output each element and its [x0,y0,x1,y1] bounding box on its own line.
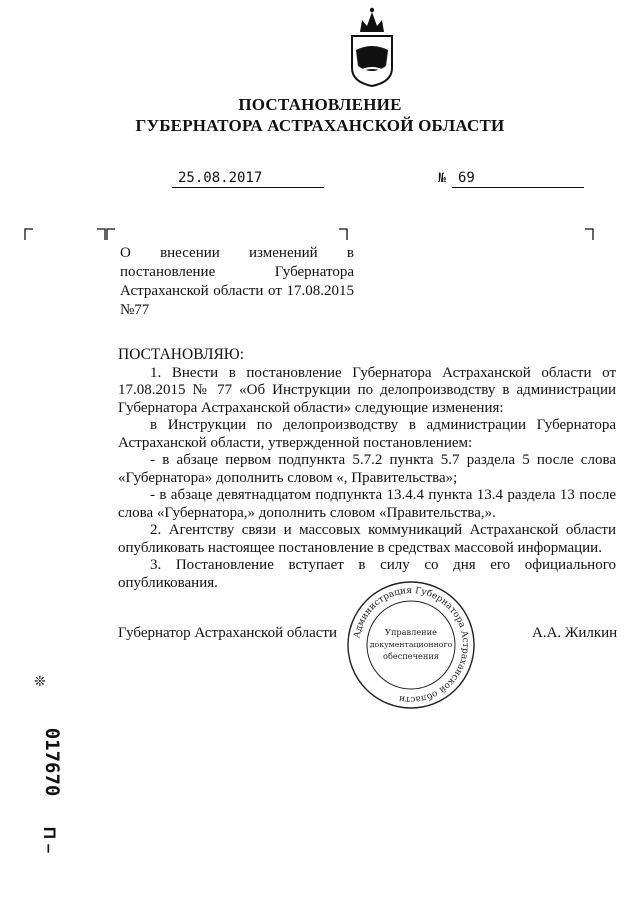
paragraph-4: - в абзаце девятнадцатом подпункта 13.4.4 пункта 13.4 раздела 13 после слова «Губернатора,» дополнить словом «Правительства,». [118,487,616,521]
signatory-name: А.А. Жилкин [532,625,618,641]
serial-text: 017670 [41,727,63,797]
stamp-outer-text: Администрация Губернатора Астраханской области [352,585,471,705]
series-text: П – [40,826,59,854]
corner-mark-subject-right [338,228,348,240]
corner-mark-subject-left-b [96,228,106,240]
stamp-line-2: документационного [369,640,453,649]
paragraph-1: 1. Внести в постановление Губернатора Астраханской области от 17.08.2015 № 77 «Об Инструкции по делопроизводству в администрации Губернатора Астраханской области» следующие изменения: [118,364,616,416]
decree-heading: ПОСТАНОВЛЯЮ: [118,346,245,363]
asterisk-icon: ❊ [34,675,46,690]
form-series-mark [20,810,60,870]
official-stamp [346,580,476,710]
document-date: 25.08.2017 [172,170,324,188]
corner-mark-left [24,228,34,240]
paragraph-6: 3. Постановление вступает в силу со дня его официального опубликования. [118,557,616,591]
corner-mark-subject-left-a [106,228,116,240]
paragraph-3: - в абзаце первом подпункта 5.7.2 пункта 5.7 раздела 5 после слова «Губернатора» дополнить словом «, Правительства»; [118,452,616,486]
stamp-line-1: Управление [385,627,437,637]
document-issuer: ГУБЕРНАТОРА АСТРАХАНСКОЙ ОБЛАСТИ [135,116,505,135]
document-body [118,346,616,592]
document-subject: О внесении изменений в постановление Губернатора Астраханской области от 17.08.2015 №77 [120,245,354,318]
paragraph-5: 2. Агентству связи и массовых коммуникаций Астраханской области опубликовать настоящее постановление в средствах массовой информации. [118,522,616,556]
corner-mark-right [584,228,594,240]
signatory-position: Губернатор Астраханской области [118,625,338,641]
paragraph-2: в Инструкции по делопроизводству в администрации Губернатора Астраханской области, утвержденной постановлением: [118,417,616,451]
document-number: 69 [452,170,584,188]
stamp-line-3: обеспечения [383,651,439,661]
number-label: № [438,171,446,186]
coat-of-arms-emblem [348,6,396,88]
document-title: ПОСТАНОВЛЕНИЕ [238,95,402,114]
